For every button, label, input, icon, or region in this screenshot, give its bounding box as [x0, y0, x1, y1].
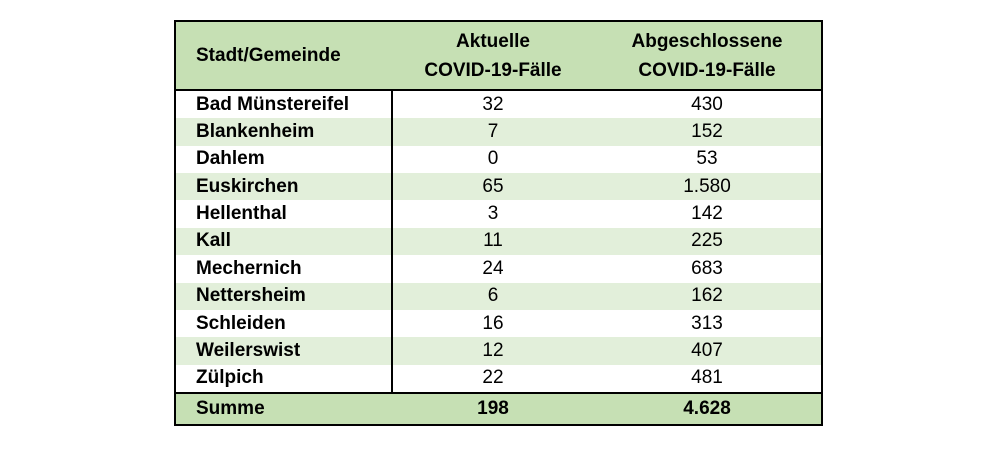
municipality-name: Weilerswist: [196, 339, 301, 361]
table-row: [176, 255, 821, 282]
table-row: [176, 91, 821, 118]
current-cases-value: 0: [487, 148, 499, 170]
total-closed-cases: 4.628: [683, 398, 731, 419]
closed-cases-value: 225: [691, 230, 723, 252]
column-header-closed-cases-line-1: Abgeschlossene: [631, 30, 783, 52]
column-header-municipality: [176, 22, 393, 89]
current-cases-value: 32: [482, 93, 504, 115]
total-current-cases: 198: [477, 398, 509, 419]
municipality-name: Hellenthal: [196, 203, 287, 225]
closed-cases-value: 53: [696, 148, 718, 170]
table-total-row: [176, 392, 821, 424]
closed-cases-value: 313: [691, 312, 723, 334]
current-cases-value: 7: [487, 121, 499, 143]
table-row: [176, 146, 821, 173]
covid-cases-table: [174, 20, 823, 426]
column-header-closed-cases: [593, 22, 821, 89]
column-header-municipality-line-1: Stadt/Gemeinde: [196, 45, 341, 66]
table-row: [176, 337, 821, 364]
closed-cases-value: 162: [691, 285, 723, 307]
table-row: [176, 200, 821, 227]
table-row: [176, 365, 821, 392]
municipality-name: Schleiden: [196, 312, 286, 334]
closed-cases-value: 142: [691, 203, 723, 225]
table-row: [176, 283, 821, 310]
current-cases-value: 24: [482, 257, 504, 279]
current-cases-value: 11: [483, 230, 503, 252]
current-cases-value: 12: [482, 339, 504, 361]
closed-cases-value: 152: [691, 121, 723, 143]
current-cases-value: 22: [482, 367, 504, 389]
table-row: [176, 228, 821, 255]
municipality-name: Kall: [196, 230, 231, 252]
column-header-current-cases: [393, 22, 593, 89]
closed-cases-value: 1.580: [683, 175, 731, 197]
table-header-row: [176, 22, 821, 91]
column-header-current-cases-line-1: Aktuelle: [456, 30, 530, 52]
column-divider: [391, 91, 393, 392]
table-row: [176, 118, 821, 145]
column-header-current-cases-line-2: COVID-19-Fälle: [424, 59, 562, 81]
municipality-name: Mechernich: [196, 257, 302, 279]
table-row: [176, 173, 821, 200]
closed-cases-value: 407: [691, 339, 723, 361]
municipality-name: Dahlem: [196, 148, 265, 170]
table-row: [176, 310, 821, 337]
municipality-name: Euskirchen: [196, 175, 299, 197]
closed-cases-value: 430: [691, 93, 723, 115]
municipality-name: Nettersheim: [196, 285, 306, 307]
total-label: Summe: [196, 398, 265, 419]
current-cases-value: 65: [482, 175, 504, 197]
municipality-name: Zülpich: [196, 367, 264, 389]
closed-cases-value: 481: [691, 367, 723, 389]
column-header-closed-cases-line-2: COVID-19-Fälle: [638, 59, 776, 81]
closed-cases-value: 683: [691, 257, 723, 279]
table-body: [176, 91, 821, 392]
municipality-name: Blankenheim: [196, 121, 315, 143]
current-cases-value: 6: [487, 285, 499, 307]
current-cases-value: 3: [487, 203, 499, 225]
current-cases-value: 16: [482, 312, 504, 334]
municipality-name: Bad Münstereifel: [196, 93, 350, 115]
